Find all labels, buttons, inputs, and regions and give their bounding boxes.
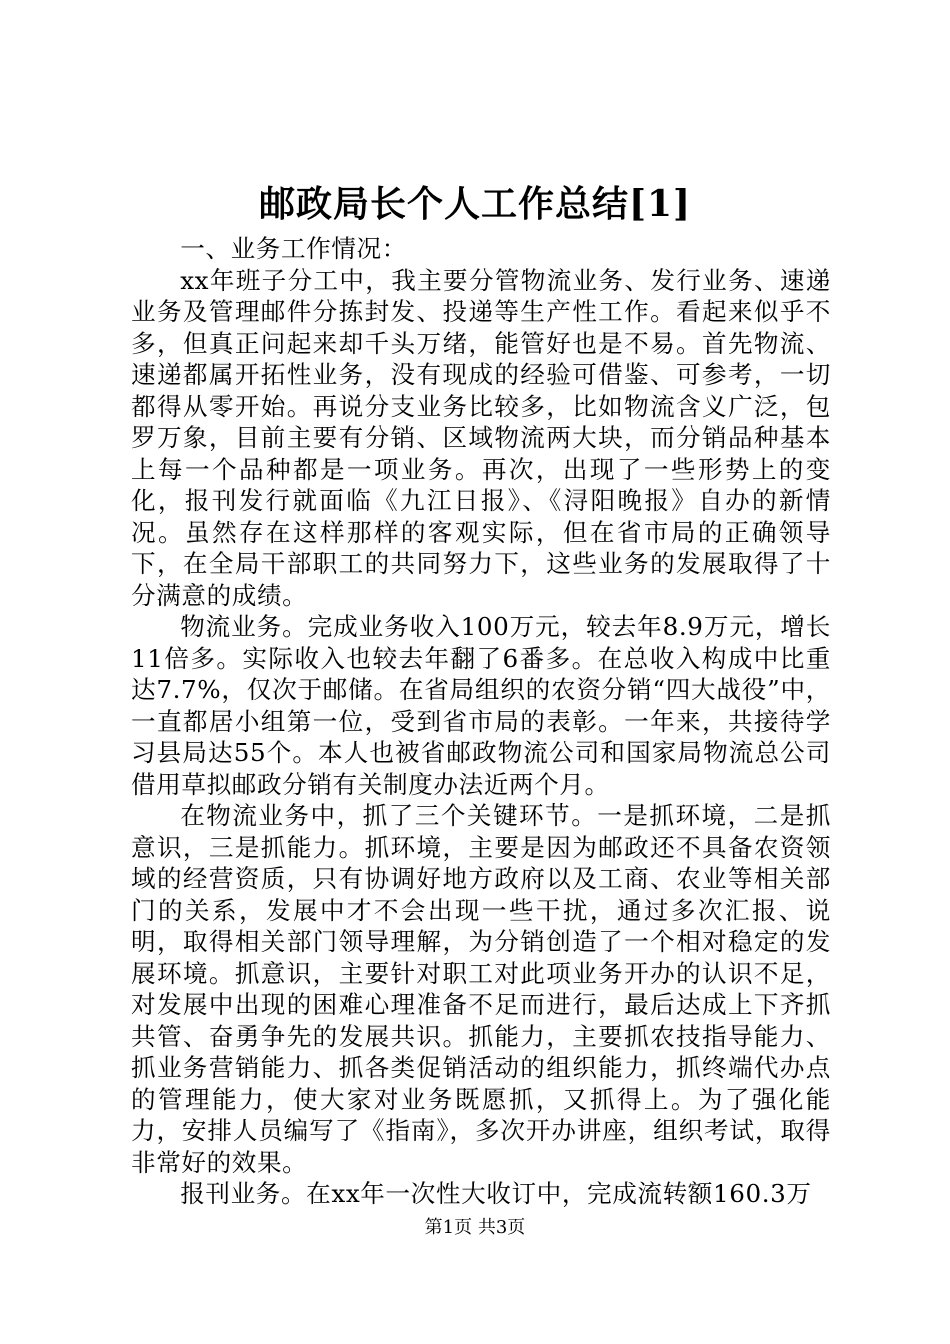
paragraph-logistics: 物流业务。完成业务收入100万元，较去年8.9万元，增长11倍多。实际收入也较去年翻了6番多。在总收入构成中比重达7.7%，仅次于邮储。在省局组织的农资分销“四大战役”中，一直都居小组第一位，受到省市局的表彰。一年来，共接待学习县局达55个。本人也被省邮政物流公司和国家局物流总公司借用草拟邮政分销有关制度办法近两个月。 [131, 612, 831, 799]
paragraph-overview: xx年班子分工中，我主要分管物流业务、发行业务、速递业务及管理邮件分拣封发、投递等生产性工作。看起来似乎不多，但真正问起来却千头万绪，能管好也是不易。首先物流、速递都属开拓性业务，没有现成的经验可借鉴、可参考，一切都得从零开始。再说分支业务比较多，比如物流含义广泛，包罗万象，目前主要有分销、区域物流两大块，而分销品种基本上每一个品种都是一项业务。再次，出现了一些形势上的变化，报刊发行就面临《九江日报》、《浔阳晚报》自办的新情况。虽然存在这样那样的客观实际，但在省市局的正确领导下，在全局干部职工的共同努力下，这些业务的发展取得了十分满意的成绩。 [131, 265, 831, 610]
paragraph-logistics-key-links: 在物流业务中，抓了三个关键环节。一是抓环境，二是抓意识，三是抓能力。抓环境，主要是因为邮政还不具备农资领域的经营资质，只有协调好地方政府以及工商、农业等相关部门的关系，发展中才不会出现一些干扰，通过多次汇报、说明，取得相关部门领导理解，为分销创造了一个相对稳定的发展环境。抓意识，主要针对职工对此项业务开办的认识不足，对发展中出现的困难心理准备不足而进行，最后达成上下齐抓共管、奋勇争先的发展共识。抓能力，主要抓农技指导能力、抓业务营销能力、抓各类促销活动的组织能力，抓终端代办点的管理能力，使大家对业务既愿抓，又抓得上。为了强化能力，安排人员编写了《指南》，多次开办讲座，组织考试，取得非常好的效果。 [131, 801, 831, 1177]
paragraph-newspaper: 报刊业务。在xx年一次性大收订中，完成流转额160.3万 [180, 1179, 812, 1208]
section-heading: 一、业务工作情况： [180, 234, 407, 263]
page-footer: 第1页 共3页 [424, 1217, 526, 1238]
document-title: 邮政局长个人工作总结[1] [258, 183, 692, 225]
document-body [131, 233, 831, 1210]
